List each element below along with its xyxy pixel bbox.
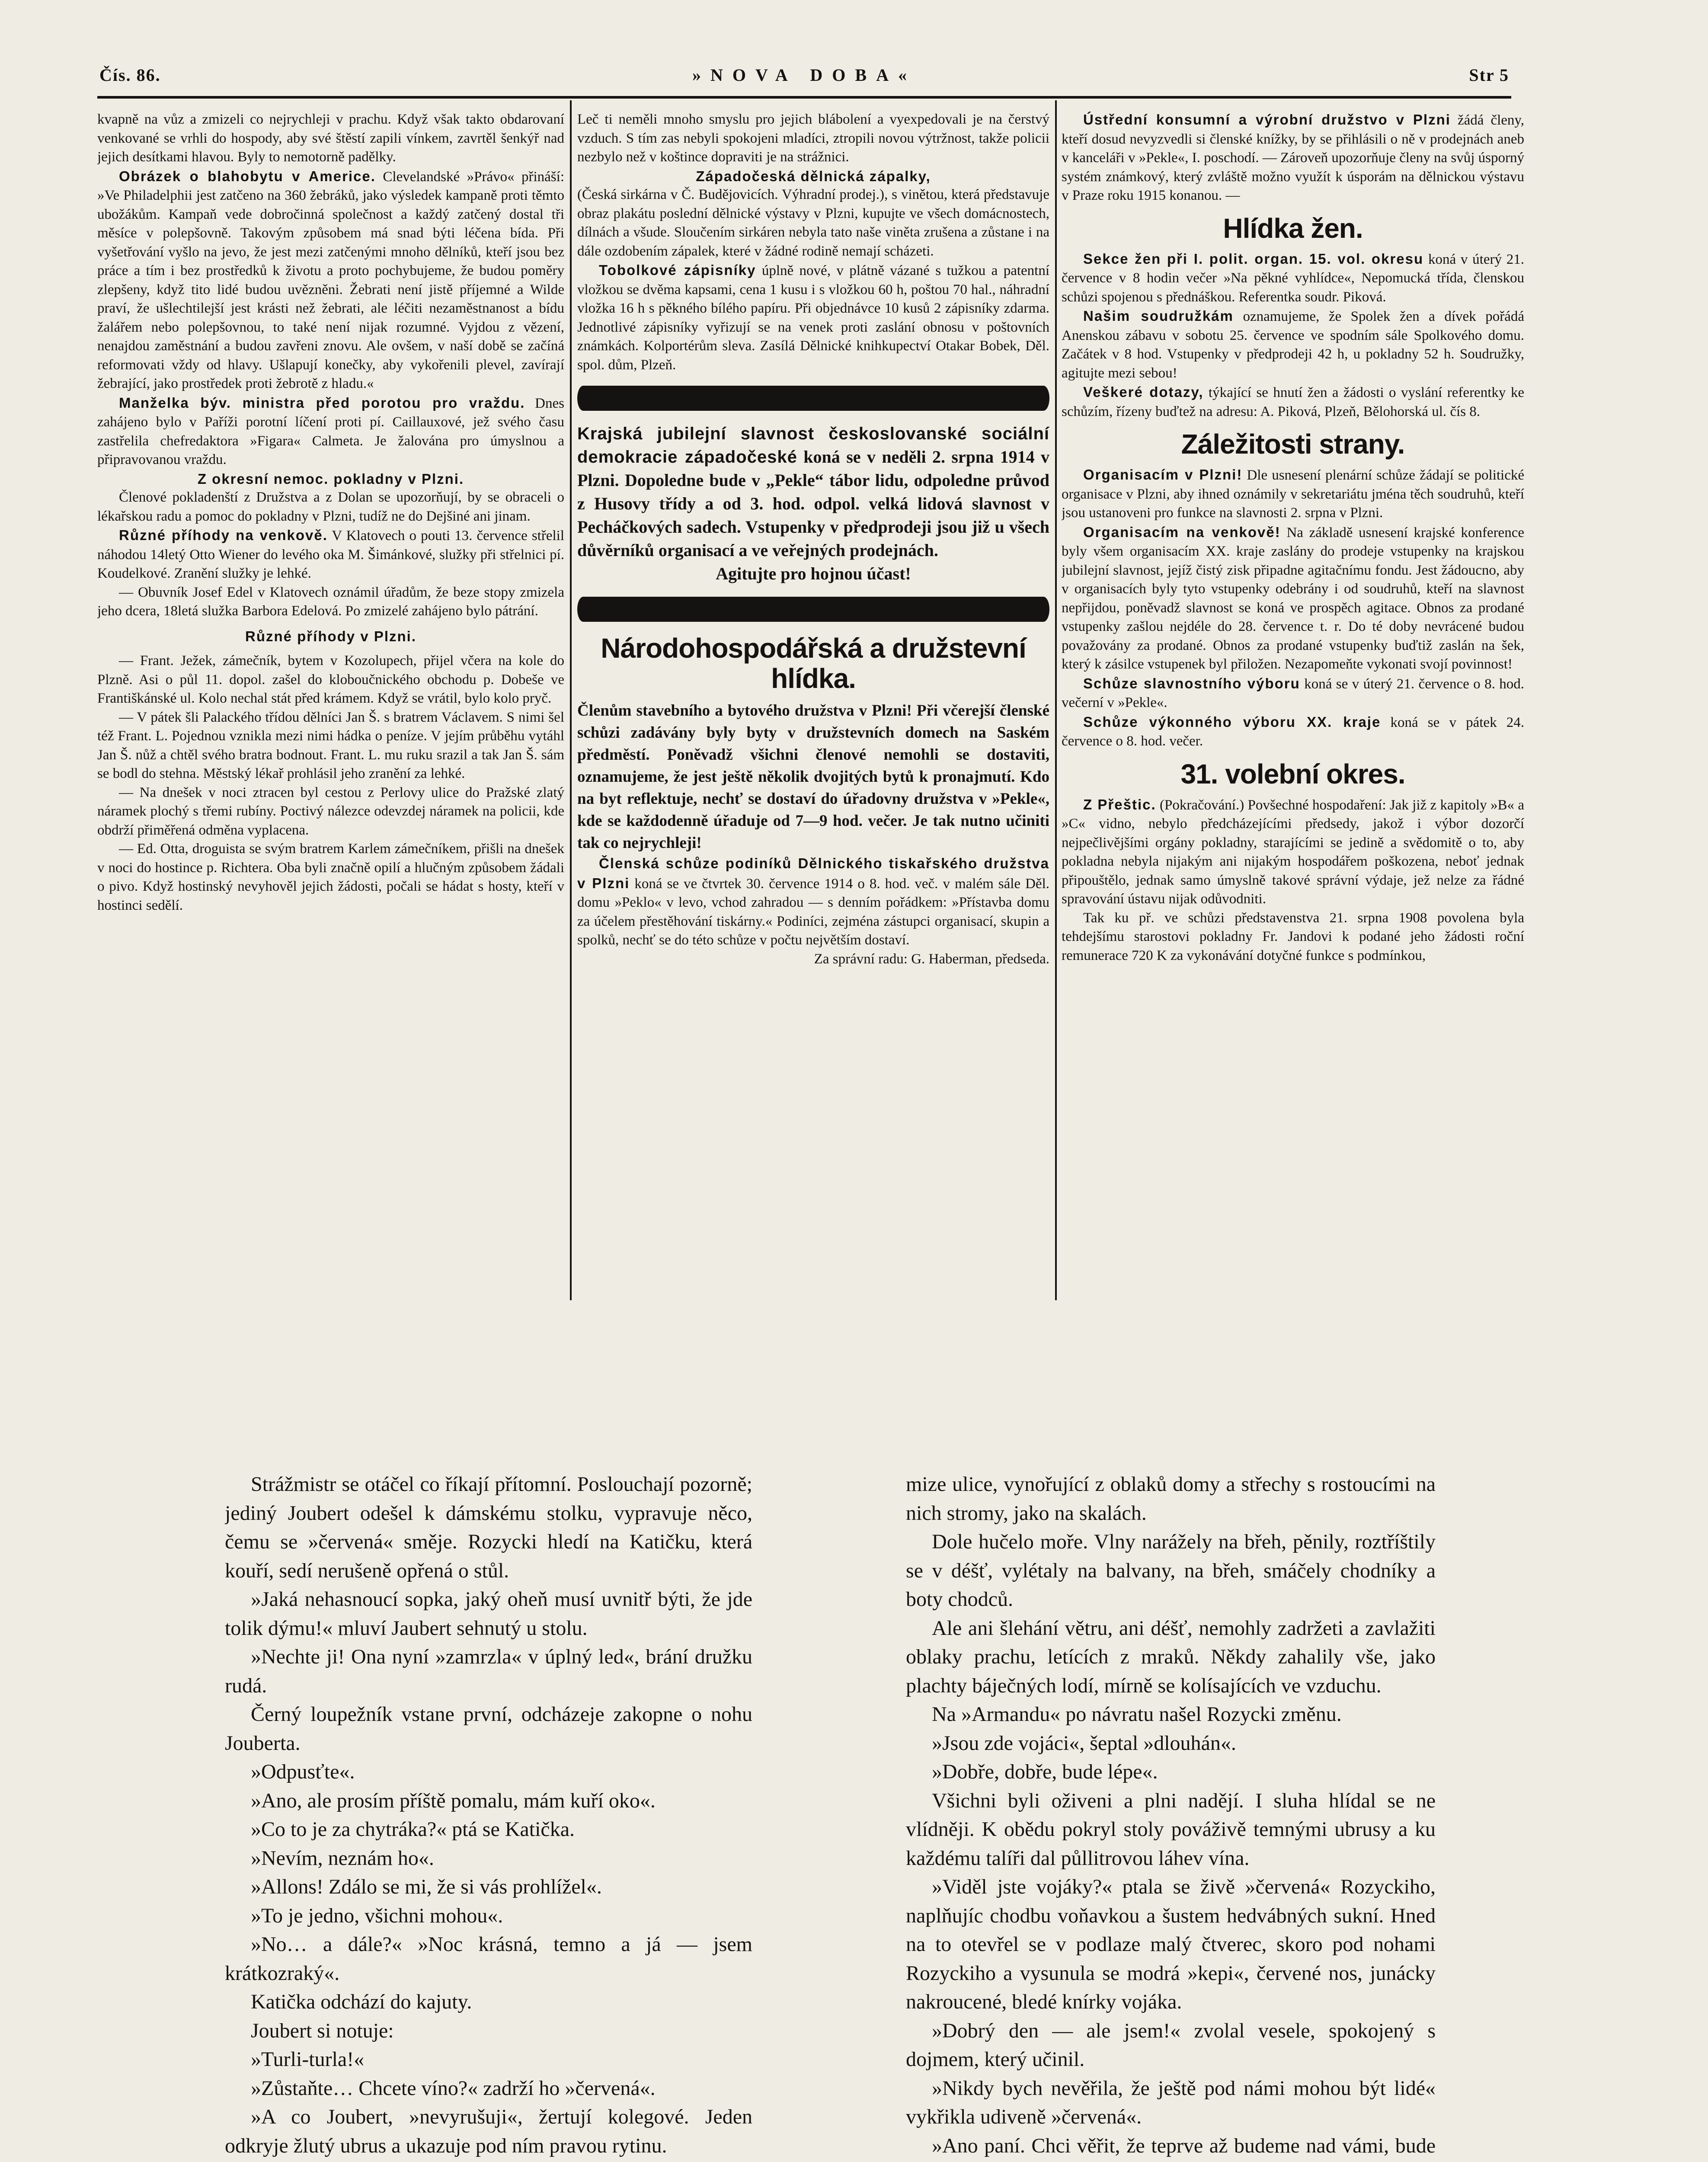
story-paragraph: »Viděl jste vojáky?« ptala se živě »červená« Rozyckiho, naplňujíc chodbu voňavkou a šustem hedvábných sukní. Hned na to otevřel se v podlaze malý čtverec, skoro pod nohami Rozyckiho a vysunula se modrá »kepi«, červené nos, junácky nakroucené, bledé knírky vojáka. — [906, 1875, 1436, 2013]
article-headline: Západočeská dělnická zápalky, — [696, 168, 931, 184]
story-paragraph: »Ano, ale prosím příště pomalu, mám kuří oko«. — [251, 1789, 656, 1812]
section-heading: Záležitosti strany. — [1181, 429, 1405, 460]
article-headline: Schůze slavnostního výboru — [1083, 675, 1300, 691]
article-text: — Obuvník Josef Edel v Klatovech oznámil úřadům, že beze stopy zmizela jeho dcera, 18letá služka Barbora Edelová. Po zmizelé zahájeno bylo pátrání. — [97, 584, 564, 619]
signature: Za správní radu: G. Haberman, předseda. — [814, 951, 1049, 967]
article-headline: Obrázek o blahobytu v Americe. — [119, 168, 376, 184]
story-paragraph: Joubert si notuje: — [251, 2019, 394, 2042]
announcement-text: koná se v neděli 2. srpna 1914 v Plzni. Dopoledne bude v „Pekle“ tábor lidu, odpoledne průvod z Husovy třídy a od 3. hod. odpol. velká lidová slavnost v Pecháčkových sadech. Vstupenky v předprodeji jsou již u všech důvěrníků organisací a ve veřejných prodejnách. — [577, 447, 1049, 560]
story-paragraph: »Jsou zde vojáci«, šeptal »dlouhán«. — [932, 1731, 1236, 1755]
story-paragraph: »Jaká nehasnoucí sopka, jaký oheň musí uvnitř býti, že jde tolik dýmu!« mluví Jaubert sehnutý u stolu. — [225, 1588, 752, 1640]
article-text: Členové pokladenští z Družstva a z Dolan se upozorňují, by se obraceli o lékařskou radu a pomoc do pokladny v Plzni, tudíž ne do Dejšiné ani jinam. — [97, 489, 564, 524]
story-paragraph: Katička odchází do kajuty. — [251, 1990, 472, 2013]
story-paragraph: »Nikdy bych nevěřila, že ještě pod námi mohou být lidé« vykřikla udiveně »červená«. — [906, 2076, 1436, 2128]
article-text: koná se ve čtvrtek 30. července 1914 o 8. hod. več. v malém sále Děl. domu »Peklo« v levo, vchod zahradou — s denním pořádkem: »Přístavba domu za účelem přestěhování tiskárny.« Podiníci, zejména zástupci organisací, skupin a spolků, nechť se do této schůze v počtu největším dostaví. — [577, 876, 1049, 948]
article-text: koná se v pátek 24. července o 8. hod. večer. — [1062, 714, 1524, 749]
story-paragraph: Ale ani šlehání větru, ani déšť, nemohly zadržeti a zavlažiti oblaky prachu, letících z mraků. Někdy zahalily vše, jako plachty báječných lodí, mírně se kolísajících ve vzduchu. — [906, 1616, 1436, 1697]
story-paragraph: Strážmistr se otáčel co říkají přítomní. Poslouchají pozorně; jediný Joubert odešel k dámskému stolku, vypravuje něco, čemu se »červená« směje. Rozycki hledí na Katičku, která kouří, sedí nerušeně opřená o stůl. — [225, 1473, 752, 1582]
story-paragraph: »Odpusťte«. — [251, 1760, 355, 1783]
story-paragraph: »Allons! Zdálo se mi, že si vás prohlížel«. — [251, 1875, 602, 1898]
article-text: Clevelandské »Právo« přináší: »Ve Philadelphii jest zatčeno na 360 žebráků, jako výsledek kampaně proti těmto ubožákům. Kampaň vede dobročinná společnost a každý zatčený dostal tři měsíce v polepšovně. Takovým způsobem má snad býti léčena bída. Při vyšetřování vyšlo na jevo, že jest mezi zatčenými mnoho dělníků, kteří jsou bez práce a tím i bez prostředků k životu a proto pochybujeme, že budou poměry zlepšeny, když tito lidé budou uvězněni. Žebrati není jistě příjemné a Wilde praví, že ušlechtilejší jest krásti než žebrati, ale léčiti nezaměstnanost a bídu žalářem nebo polepšovnou, to také není nijak rozumné. Vyjdou z vězení, nenajdou zaměstnání a budou zavřeni znovu. Ale ovšem, v naší době se začíná reformovati vždy od hlavy. Ušlapují konečky, aby vykořenili plevel, zavírají žebrající, jako prostředek proti žebrotě z hladu.« — [97, 169, 564, 391]
story-paragraph: »No… a dále?« »Noc krásná, temno a já — jsem krátkozraký«. — [225, 1933, 752, 1985]
column-1 — [97, 110, 564, 1308]
story-paragraph — [225, 2160, 752, 2162]
article-headline: Tobolkové zápisníky — [599, 262, 756, 278]
story-paragraph: »Co to je za chytráka?« ptá se Katička. — [251, 1818, 575, 1841]
ad-top-bar — [577, 386, 1049, 411]
article-text: oznamujeme, že Spolek žen a dívek pořádá Anenskou zábavu v sobotu 25. července ve spodním sále Spolkového domu. Začátek v 8 hod. Vstupenky v předprodeji 42 h, u pokladny 52 h. Soudružky, agitujte mezi sebou! — [1062, 309, 1524, 381]
article-text: Leč ti neměli mnoho smyslu pro jejich blábolení a vyexpedovali je na čerstvý vzduch. S tím zas nebyli spokojeni mladíci, ztropili novou výtržnost, takže policii nezbylo než v koštince dopraviti je na strážnici. — [577, 112, 1049, 165]
article-text: žádá členy, kteří dosud nevyzvedli si členské knížky, by se přihlásili o ně v prodejnách aneb v kanceláři v »Pekle«, I. poschodí. — Zároveň upozorňuje členy na svůj úsporný systém známkový, který zvláště možno využít k úsporám na dělnickou výstavu v Praze roku 1915 konanou. — — [1062, 112, 1524, 203]
article-headline: Ústřední konsumní a výrobní družstvo v Plzni — [1083, 112, 1451, 128]
header-rule — [97, 96, 1511, 99]
article-text: — Na dnešek v noci ztracen byl cestou z Perlovy ulice do Pražské zlatý náramek plochý s třemi rubíny. Poctivý nálezce odevzdej náramek na policii, kde obdrží přiměřená odměna vyplacena. — [97, 784, 564, 838]
story-paragraph: mize ulice, vynořující z oblaků domy a střechy s rostoucími na nich stromy, jako na skalách. — [906, 1473, 1436, 1525]
column-3 — [1062, 110, 1524, 1308]
announcement-headline: Krajská jubilejní slavnost českoslovanské sociální demokracie západočeské — [577, 424, 1049, 467]
story-paragraph: Všichni byli oživeni a plni nadějí. I sluha hlídal se ne vlídněji. K obědu pokryl stoly pováživě temnými ubrusy a ku každému talíři dal půllitrovou láhev vína. — [906, 1789, 1436, 1870]
article-text: (Pokračování.) Povšechné hospodaření: Jak již z kapitoly »B« a »C« vidno, nebylo předcházejícími předsedy, jakož i výbor dozorčí nejpečlivějšími orgány pokladny, starajícími se jedině a svědomitě o to, aby pokladna nebyla nijakým ani nijakým hospodářem poškozena, neboť jednak připouštělo, jednak samo úmyslně takové správní výdaje, jež nelze za řádné spravování ústavu nijak odůvodniti. — [1062, 797, 1524, 907]
article-text: (Česká sirkárna v Č. Budějovicích. Výhradní prodej.), s vinětou, která představuje obraz plakátu poslední dělnické výstavy v Plzni, kupujte ve všech domácnostech, dílnách a všude. Sloučením sirkáren nebyla tato naše viněta zrušena a zůstane i na dále ozdobením zápalek, které v žádné rodině nemají scházeti. — [577, 187, 1049, 259]
article-text: koná v úterý 21. července v 8 hodin večer »Na pěkné vyhlídce«, Nepomucká třída, členskou schůzi spojenou s přednáškou. Referentka soudr. Piková. — [1062, 251, 1524, 305]
article-headline: Organisacím v Plzni! — [1083, 467, 1243, 483]
story-left-column — [225, 1470, 752, 2162]
article-text: Dle usnesení plenární schůze žádají se politické organisace v Plzni, aby ihned oznámily v sekretariátu jména těch soudruhů, kteří jsou ustanoveni pro funkce na slavnosti 2. srpna v Plzni. — [1062, 467, 1524, 521]
article-headline: Různé příhody na venkově. — [119, 527, 328, 543]
page-header — [99, 65, 1509, 95]
ad-bottom-bar — [577, 597, 1049, 622]
article-text: kvapně na vůz a zmizeli co nejrychleji v prachu. Když však takto obdarovaní venkované se vrhli do hospody, aby své štěstí zapili vínkem, zavrtěl šenkýř nad jejich desítkami hlavou. Byly to nemotorně padělky. — [97, 112, 564, 165]
article-headline: Sekce žen při I. polit. organ. 15. vol. okresu — [1083, 250, 1424, 267]
section-heading: 31. volební okres. — [1180, 758, 1405, 790]
story-paragraph: »Zůstaňte… Chcete víno?« zadrží ho »červená«. — [251, 2076, 656, 2100]
article-headline: Organisacím na venkově! — [1083, 524, 1281, 540]
article-text: — Frant. Ježek, zámečník, bytem v Kozolupech, přijel včera na kole do Plzně. Asi o půl 11. dopol. zašel do kloboučnického obchodu p. Dobeše ve Františkánské ul. Kolo nechal stát před krámem. Když se vrátil, bylo kolo pryč. — [97, 653, 564, 706]
article-text: koná se v úterý 21. července o 8. hod. večerní v »Pekle«. — [1062, 676, 1524, 710]
article-text: Na základě usnesení krajské konference byly všem organisacím XX. kraje zaslány do prodeje vstupenky na krajskou jubilejní slavnost, jejíž čistý zisk připadne agitačnímu fondu. Jest žádoucno, aby v organisacích byly tyto vstupenky odebrány i od soudruhů, kteří na slavnost nepřijdou, poněvadž slavnost se koná ve prospěch agitace. Obnos za prodané vstupenky zašlou nejdéle do 28. července t. r. Do té doby nevrácené budou považovány za prodané. Obnos za prodané vstupenky buďtiž zaslán na šek, který k zásilce vstupenek byl přiložen. Nezapomeňte vykonati svojí povinnost! — [1062, 525, 1524, 672]
section-heading: Národohospodářská a družstevní hlídka. — [601, 633, 1026, 694]
story-paragraph: »Ano paní. Chci věřit, že teprve až budeme nad vámi, bude — [932, 2134, 1436, 2157]
story-paragraph: »Dobře, dobře, bude lépe«. — [932, 1760, 1158, 1783]
article-headline: Našim soudružkám — [1083, 308, 1234, 324]
article-text: úplně nové, v plátně vázané s tužkou a patentní vložkou se dvěma kapsami, cena 1 kusu i s vložkou 60 h, poštou 70 hal., náhradní vložka 16 h s pěkného bílého papíru. Při objednávce 10 kusů 2 zápisníky zdarma. Jednotlivé zápisníky vyřizují se na venek proti zaslání obnosu v poštovních známkách. Kolportérům sleva. Zasílá Dělnické knihkupectví Otakar Bobek, Děl. spol. dům, Plzeň. — [577, 263, 1049, 373]
article-headline: Manželka býv. ministra před porotou pro vraždu. — [119, 394, 525, 411]
issue-number: Čís. 86. — [99, 65, 161, 85]
story-right-column — [906, 1470, 1436, 2162]
article-headline: Z okresní nemoc. pokladny v Plzni. — [197, 470, 464, 487]
article-text: Tak ku př. ve schůzi představenstva 21. srpna 1908 povolena byla tehdejšímu starostovi pokladny Fr. Jandovi k podané jeho žádosti roční remunerace 720 K za vykonávání dotyčné funkce s podmínkou, — [1062, 910, 1524, 963]
article-headline: Různé příhody v Plzni. — [245, 628, 417, 644]
story-paragraph: Černý loupežník vstane první, odcházeje zakopne o nohu Jouberta. — [225, 1703, 752, 1755]
story-paragraph: »Nevím, neznám ho«. — [251, 1846, 434, 1870]
section-heading: Hlídka žen. — [1223, 212, 1363, 244]
story-paragraph: Dole hučelo moře. Vlny narážely na břeh, pěnily, roztříštily se v déšť, vylétaly na balvany, na břeh, smáčely chodníky a boty chodců. — [906, 1530, 1436, 1611]
article-headline: Z Přeštic. — [1083, 796, 1156, 812]
story-paragraph: Na »Armandu« po návratu našel Rozycki změnu. — [932, 1703, 1342, 1726]
article-headline: Schůze výkonného výboru XX. kraje — [1083, 713, 1381, 730]
story-paragraph: »Turli-turla!« — [251, 2048, 365, 2071]
story-paragraph: »Nechte ji! Ona nyní »zamrzla« v úplný led«, brání družku rudá. — [225, 1645, 752, 1697]
article-headline: Veškeré dotazy, — [1083, 384, 1204, 400]
article-text: — V pátek šli Palackého třídou dělníci Jan Š. s bratrem Václavem. S nimi šel též Frant. L. Pojednou vznikla mezi nimi hádka o peníze. V jejím průběhu vytáhl Jan Š. nůž a chtěl svého bratra bodnout. Frant. L. mu ruku srazil a tak Jan Š. sám se bodl do stehna. Městský lékař prohlásil jeho zranění za lehké. — [97, 709, 564, 781]
article-text: týkající se hnutí žen a žádosti o vyslání referentky ke schůzím, řízeny buďtež na adresu: A. Piková, Plzeň, Bělohorská ul. čís 8. — [1062, 385, 1524, 419]
column-divider — [570, 100, 572, 1300]
column-2 — [577, 110, 1049, 1308]
story-paragraph: »A co Joubert, »nevyrušuji«, žertují kolegové. Jeden odkryje žlutý ubrus a ukazuje pod ním pravou rytinu. — [225, 2105, 752, 2157]
story-paragraph: »To je jedno, všichni mohou«. — [251, 1904, 503, 1927]
column-divider — [1055, 100, 1057, 1300]
page-number: Str 5 — [1469, 65, 1509, 85]
article-text: V Klatovech o pouti 13. července střelil náhodou 14letý Otto Wiener do levého oka M. Šimánkové, služky při střelnici pí. Koudelkové. Zranění služky je lehké. — [97, 528, 564, 581]
article-headline: Členská schůze podiníků Dělnického tiskařského družstva v Plzni — [577, 855, 1049, 891]
story-paragraph: »Dobrý den — ale jsem!« zvolal vesele, spokojený s dojmem, který učinil. — [906, 2019, 1436, 2071]
article-text: Členům stavebního a bytového družstva v Plzni! Při včerejší členské schůzi zadávány byly byty v družstevních domech na Saském předměstí. Poněvadž všichni členové nemohli se dostaviti, oznamujeme, že jest ještě několik dvojitých bytů k pronajmutí. Kdo na byt reflektuje, nechť se dostaví do úřadovny družstva v »Pekle«, kde se každodenně úřaduje od 7—9 hod. večer. Je tak nutno učiniti tak co nejrychleji! — [577, 702, 1049, 852]
jubilee-announcement — [577, 422, 1049, 562]
article-text: Dnes zahájeno bylo v Paříži porotní líčení proti pí. Caillauxové, jež svého času zastřelila chefredaktora »Figara« Calmeta. Je žalována pro úmyslnou a připravovanou vraždu. — [97, 395, 564, 467]
announcement-call: Agitujte pro hojnou účast! — [716, 564, 911, 583]
newspaper-title: »NOVA DOBA« — [692, 65, 916, 85]
article-text: — Ed. Otta, droguista se svým bratrem Karlem zámečníkem, přišli na dnešek v noci do hostince p. Richtera. Oba byli značně opilí a hlučným způsobem žádali o pivo. Když hostinský nevyhověl jejich žádosti, počali se hádat s hosty, kteří v hostinci sedělí. — [97, 841, 564, 913]
